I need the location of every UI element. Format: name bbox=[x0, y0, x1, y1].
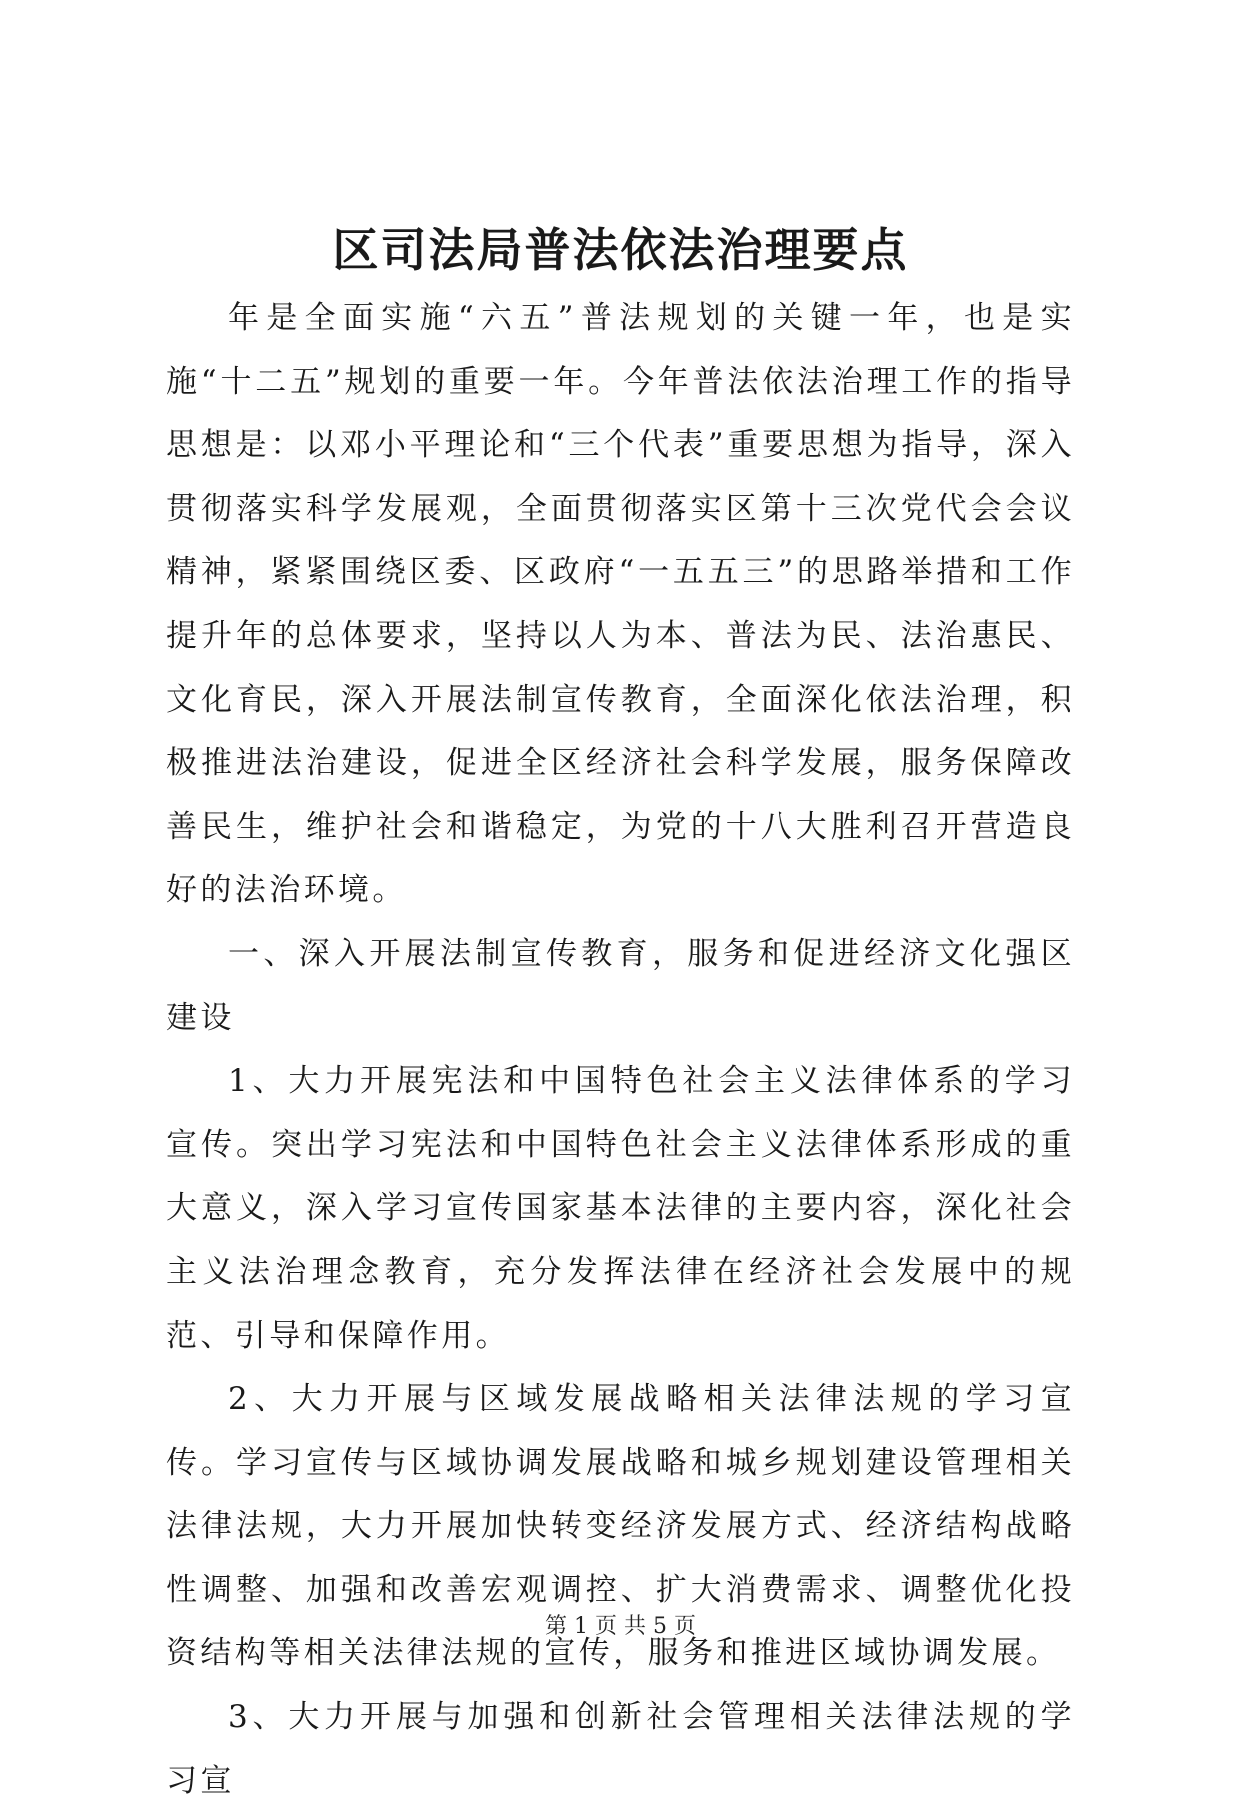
document-body bbox=[166, 287, 1075, 1813]
paragraph-item-1: 1、大力开展宪法和中国特色社会主义法律体系的学习宣传。突出学习宪法和中国特色社会主义法律体系形成的重大意义，深入学习宣传国家基本法律的主要内容，深化社会主义法治理念教育，充分发挥法律在经济社会发展中的规范、引导和保障作用。 bbox=[166, 1063, 1075, 1354]
paragraph-item-2: 2、大力开展与区域发展战略相关法律法规的学习宣传。学习宣传与区域协调发展战略和城乡规划建设管理相关法律法规，大力开展加快转变经济发展方式、经济结构战略性调整、加强和改善宏观调控、扩大消费需求、调整优化投资结构等相关法律法规的宣传，服务和推进区域协调发展。 bbox=[166, 1381, 1075, 1672]
page-number-footer: 第 1 页 共 5 页 bbox=[545, 1614, 696, 1639]
paragraph-item-3: 3、大力开展与加强和创新社会管理相关法律法规的学习宣 bbox=[166, 1699, 1075, 1799]
section-heading-1: 一、深入开展法制宣传教育，服务和促进经济文化强区建设 bbox=[166, 935, 1075, 1036]
document-title: 区司法局普法依法治理要点 bbox=[332, 223, 909, 277]
paragraph-intro: 年是全面实施“六五”普法规划的关键一年，也是实施“十二五”规划的重要一年。今年普法依法治理工作的指导思想是：以邓小平理论和“三个代表”重要思想为指导，深入贯彻落实科学发展观，全面贯彻落实区第十三次党代会会议精神，紧紧围绕区委、区政府“一五五三”的思路举措和工作提升年的总体要求，坚持以人为本、普法为民、法治惠民、文化育民，深入开展法制宣传教育，全面深化依法治理，积极推进法治建设，促进全区经济社会科学发展，服务保障改善民生，维护社会和谐稳定，为党的十八大胜利召开营造良好的法治环境。 bbox=[166, 300, 1075, 909]
